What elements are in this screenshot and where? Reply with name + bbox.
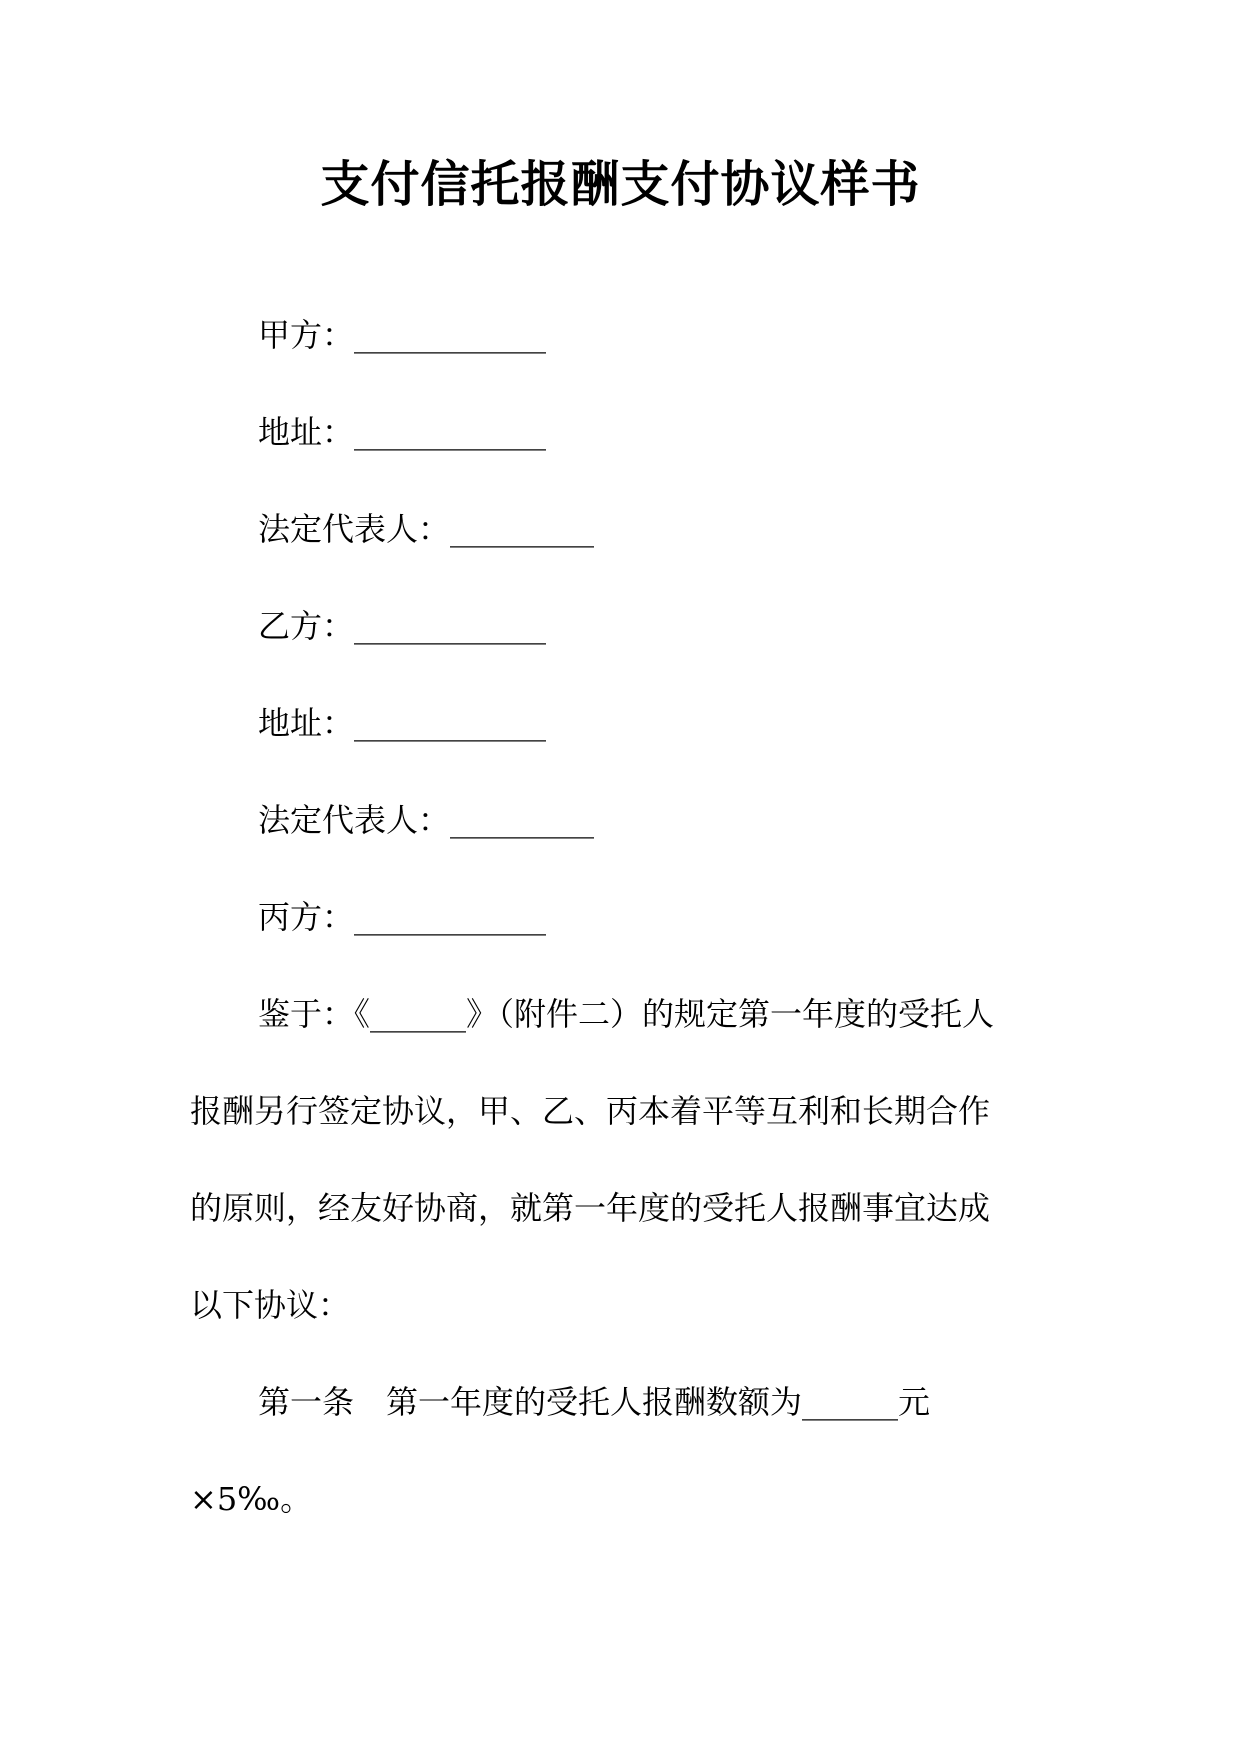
party-b-address-label: 地址： xyxy=(258,704,355,742)
party-a-address-blank: ____________ xyxy=(354,413,547,451)
party-c-blank: ____________ xyxy=(354,898,547,936)
party-b-representative-field xyxy=(258,796,594,844)
party-a-representative-label: 法定代表人： xyxy=(258,510,451,548)
party-b-representative-blank: _________ xyxy=(450,801,595,839)
preamble-line-3: 的原则，经友好协商，就第一年度的受托人报酬事宜达成 xyxy=(190,1189,991,1227)
party-b-label: 乙方： xyxy=(258,607,355,645)
party-c-field xyxy=(258,893,546,941)
party-a-label: 甲方： xyxy=(258,316,355,354)
party-a-address-label: 地址： xyxy=(258,413,355,451)
party-a-address-field xyxy=(258,408,546,456)
party-b-blank: ____________ xyxy=(354,607,547,645)
document-title: 支付信托报酬支付协议样书 xyxy=(320,155,921,213)
party-a-field xyxy=(258,311,546,359)
party-a-representative-blank: _________ xyxy=(450,510,595,548)
party-b-field xyxy=(258,602,546,650)
party-c-label: 丙方： xyxy=(258,898,355,936)
party-b-address-field xyxy=(258,699,546,747)
article-1-line-1: 第一条 第一年度的受托人报酬数额为______元 xyxy=(258,1383,931,1421)
party-b-representative-label: 法定代表人： xyxy=(258,801,451,839)
preamble-line-2: 报酬另行签定协议，甲、乙、丙本着平等互利和长期合作 xyxy=(190,1092,991,1130)
preamble-line-4: 以下协议： xyxy=(190,1286,351,1324)
article-1-line-2: ×5‰。 xyxy=(190,1480,313,1518)
party-a-representative-field xyxy=(258,505,594,553)
preamble-line-1: 鉴于：《______》（附件二）的规定第一年度的受托人 xyxy=(258,995,995,1033)
party-b-address-blank: ____________ xyxy=(354,704,547,742)
party-a-blank: ____________ xyxy=(354,316,547,354)
